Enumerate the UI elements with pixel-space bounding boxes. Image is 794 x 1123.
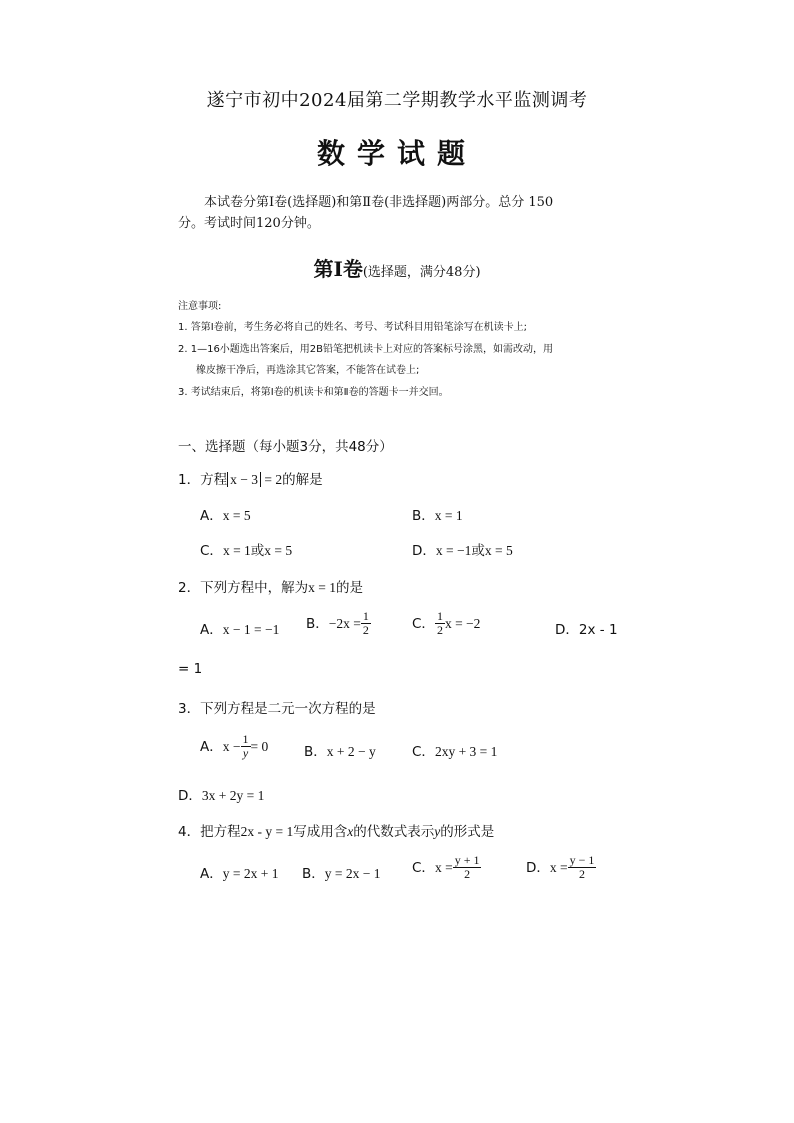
q1-pre: 方程 [200, 472, 228, 488]
q1-eq: = 2 [264, 472, 283, 487]
q1-option-b [412, 504, 463, 524]
q2-a-expr: x − 1 = −1 [222, 622, 280, 637]
q4-post: 的形式是 [440, 824, 495, 840]
q3-text: 下列方程是二元一次方程的是 [200, 701, 376, 717]
question-3 [178, 697, 376, 717]
q2-c-num: 1 [436, 609, 443, 623]
note-item-2-cont: 橡皮擦干净后，再选涂其它答案，不能答在试卷上; [196, 365, 420, 376]
q2-b-den: 2 [362, 623, 369, 637]
q3-option-b [304, 740, 376, 760]
q1-option-c [200, 539, 292, 559]
note-item-3: 3. 考试结束后，将第Ⅰ卷的机读卡和第Ⅱ卷的答题卡一并交回。 [178, 387, 449, 398]
q1-c-expr: x = 1或x = 5 [222, 543, 293, 558]
intro-line-1: 本试卷分第Ⅰ卷(选择题)和第Ⅱ卷(非选择题)两部分。总分 150 [204, 195, 554, 210]
q2-option-a [200, 618, 279, 638]
question-1 [178, 468, 323, 488]
q1-option-d [412, 539, 513, 559]
q2-c-label: C． [412, 616, 435, 632]
q2-d-label: D． [555, 622, 579, 638]
q1-d-expr: x = −1或x = 5 [435, 543, 513, 558]
q4-number: 4． [178, 824, 201, 840]
q3-option-c [412, 740, 497, 760]
q4-option-b [302, 862, 381, 882]
q4-c-num: y + 1 [454, 853, 480, 867]
q1-c-label: C． [200, 543, 223, 559]
q1-number: 1． [178, 472, 201, 488]
q2-c-fraction [435, 610, 445, 637]
q3-a-fraction [241, 733, 251, 760]
school-exam-title: 遂宁市初中2024届第二学期教学水平监测调考 [206, 90, 588, 111]
q4-d-fraction [568, 854, 597, 881]
q2-pre: 下列方程中，解为 [200, 580, 309, 596]
q3-b-expr: x + 2 − y [326, 744, 376, 759]
q4-b-label: B． [302, 866, 325, 882]
q1-d-label: D． [412, 543, 436, 559]
q2-c-den: 2 [436, 623, 443, 637]
section-1-heading [0, 253, 794, 282]
q4-option-a [200, 862, 278, 882]
q4-mid: 写成用含 [293, 824, 348, 840]
q2-b-expr: −2x = [328, 616, 361, 631]
q4-d-pre: x = [549, 860, 568, 875]
intro-line-2: 分。考试时间120分钟。 [178, 216, 320, 231]
q3-option-d [178, 784, 264, 804]
q4-mid2: 的代数式表示 [353, 824, 435, 840]
q1-abs-expr: x − 3 [227, 472, 261, 487]
question-2 [178, 576, 363, 596]
q3-option-a [200, 733, 268, 760]
q4-option-c [412, 854, 481, 881]
q2-number: 2． [178, 580, 201, 596]
q2-b-fraction [361, 610, 371, 637]
q3-a-post: = 0 [250, 739, 269, 754]
note-item-1: 1. 答第Ⅰ卷前，考生务必将自己的姓名、考号、考试科目用铅笔涂写在机读卡上; [178, 322, 528, 333]
q4-option-d [526, 854, 596, 881]
q4-c-pre: x = [434, 860, 453, 875]
q4-a-label: A． [200, 866, 223, 882]
q2-b-num: 1 [362, 609, 369, 623]
q2-c-expr: x = −2 [444, 616, 481, 631]
q3-number: 3． [178, 701, 201, 717]
part-1-heading: 一、选择题（每小题3分，共48分） [178, 439, 393, 455]
q4-a-expr: y = 2x + 1 [222, 866, 279, 881]
q2-option-c [412, 610, 480, 637]
q3-a-pre: x − [222, 739, 241, 754]
q2-d-tail: = 1 [178, 661, 203, 677]
notes-heading: 注意事项: [178, 301, 222, 312]
q4-var-y: y [434, 824, 441, 839]
q4-eq: 2x - y = 1 [240, 824, 294, 839]
q1-b-label: B． [412, 508, 435, 524]
q1-b-expr: x = 1 [434, 508, 463, 523]
q2-cond: x = 1 [308, 580, 336, 595]
q1-post: 的解是 [282, 472, 323, 488]
section-1-subtitle: (选择题，满分48分) [362, 265, 481, 280]
q4-d-num: y − 1 [569, 853, 595, 867]
q4-pre: 把方程 [200, 824, 241, 840]
q3-a-num: 1 [242, 732, 249, 746]
q4-c-den: 2 [464, 867, 471, 881]
q1-option-a [200, 504, 251, 524]
q2-a-label: A． [200, 622, 223, 638]
q4-var-x: x [347, 824, 354, 839]
q1-a-expr: x = 5 [222, 508, 251, 523]
q3-c-label: C． [412, 744, 435, 760]
q2-post: 的是 [335, 580, 363, 596]
q3-d-label: D． [178, 788, 202, 804]
q3-a-label: A． [200, 739, 223, 755]
q3-c-expr: 2xy + 3 = 1 [434, 744, 498, 759]
q2-d-expr: 2x - 1 [578, 622, 618, 638]
q2-b-label: B． [306, 616, 329, 632]
q2-option-d [555, 618, 618, 638]
q4-b-expr: y = 2x − 1 [324, 866, 381, 881]
q4-c-label: C． [412, 860, 435, 876]
q4-d-den: 2 [579, 867, 586, 881]
q3-b-label: B． [304, 744, 327, 760]
subject-title: 数学试题 [316, 137, 477, 170]
q3-a-den: y [242, 746, 249, 760]
note-item-2: 2. 1—16小题选出答案后，用2B铅笔把机读卡上对应的答案标号涂黑，如需改动，用 [178, 344, 554, 355]
q4-d-label: D． [526, 860, 550, 876]
q1-a-label: A． [200, 508, 223, 524]
q2-option-b [306, 610, 371, 637]
q3-d-expr: 3x + 2y = 1 [201, 788, 265, 803]
question-4 [178, 820, 494, 840]
section-1-title: 第Ⅰ卷 [313, 257, 363, 281]
q4-c-fraction [453, 854, 482, 881]
